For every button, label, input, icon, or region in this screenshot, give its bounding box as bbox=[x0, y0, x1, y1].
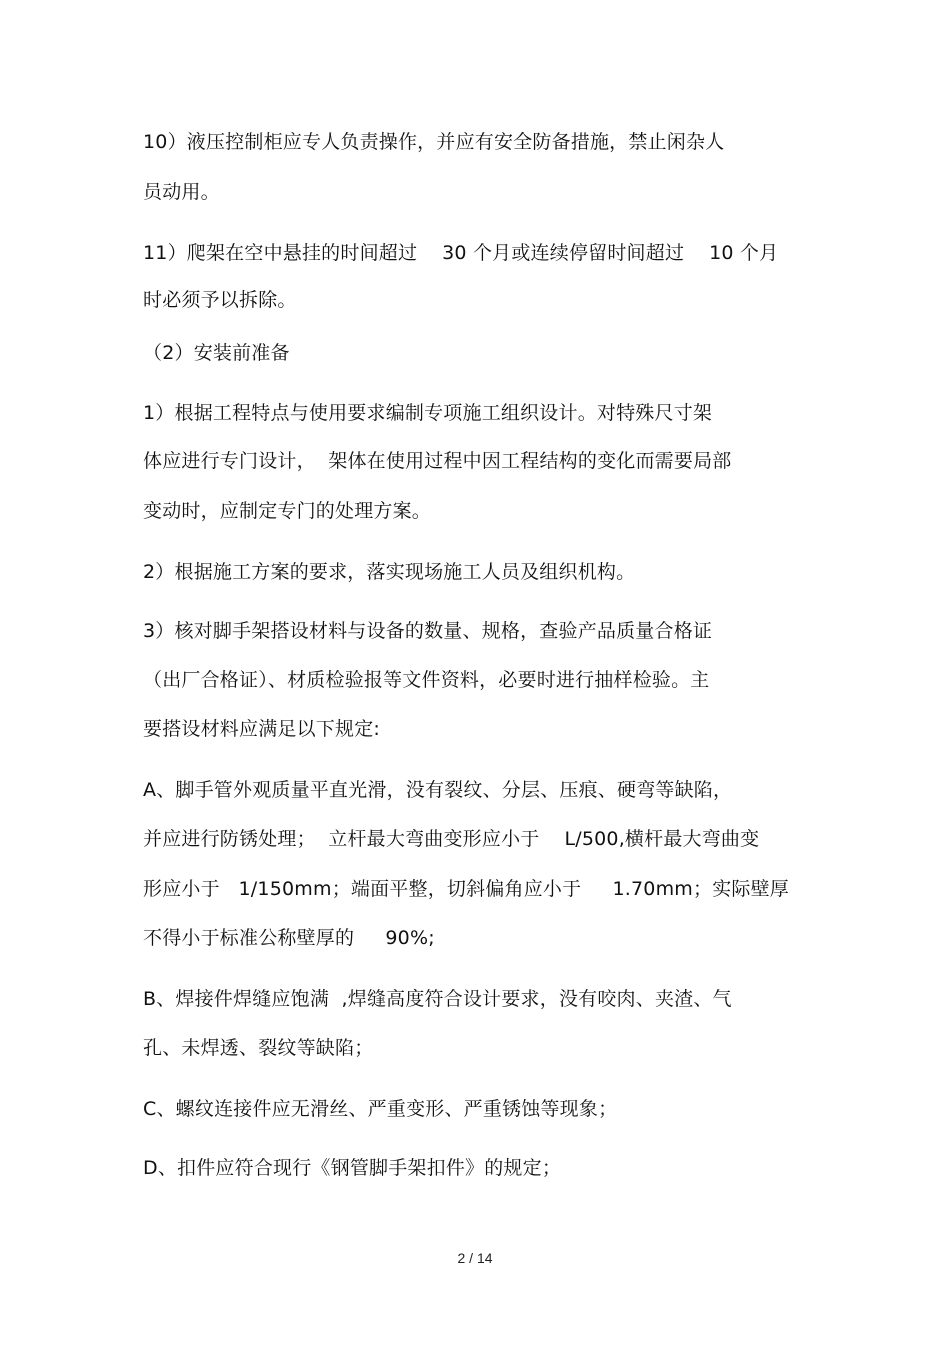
text-line: 并应进行防锈处理； 立杆最大弯曲变形应小于 L/500,横杆最大弯曲变 bbox=[143, 828, 760, 850]
page-number: 2 / 14 bbox=[457, 1250, 493, 1266]
text-line: 不得小于标准公称壁厚的 90%; bbox=[143, 927, 435, 949]
text-line: 孔、未焊透、裂纹等缺陷； bbox=[143, 1037, 374, 1059]
text-line: 3）核对脚手架搭设材料与设备的数量、规格，查验产品质量合格证 bbox=[143, 620, 713, 642]
text-line: 员动用。 bbox=[143, 181, 220, 203]
text-line: A、脚手管外观质量平直光滑，没有裂纹、分层、压痕、硬弯等缺陷， bbox=[143, 779, 733, 801]
text-line: B、焊接件焊缝应饱满 ,焊缝高度符合设计要求，没有咬肉、夹渣、气 bbox=[143, 988, 732, 1010]
text-line: 变动时，应制定专门的处理方案。 bbox=[143, 500, 432, 522]
text-line: D、扣件应符合现行《钢管脚手架扣件》的规定； bbox=[143, 1157, 562, 1179]
text-line: C、螺纹连接件应无滑丝、严重变形、严重锈蚀等现象； bbox=[143, 1098, 618, 1120]
text-line: 体应进行专门设计， 架体在使用过程中因工程结构的变化而需要局部 bbox=[143, 450, 732, 472]
text-line: （出厂合格证）、材质检验报等文件资料，必要时进行抽样检验。主 bbox=[143, 669, 710, 691]
text-line: 2）根据施工方案的要求，落实现场施工人员及组织机构。 bbox=[143, 561, 636, 583]
text-line: 时必须予以拆除。 bbox=[143, 289, 297, 311]
text-line: 11）爬架在空中悬挂的时间超过 30 个月或连续停留时间超过 10 个月 bbox=[143, 242, 779, 264]
text-line: 要搭设材料应满足以下规定: bbox=[143, 718, 381, 740]
text-line: 1）根据工程特点与使用要求编制专项施工组织设计。对特殊尺寸架 bbox=[143, 402, 713, 424]
section-heading: （2）安装前准备 bbox=[143, 342, 290, 364]
text-line: 10）液压控制柜应专人负责操作，并应有安全防备措施，禁止闲杂人 bbox=[143, 131, 725, 153]
text-line: 形应小于 1/150mm；端面平整，切斜偏角应小于 1.70mm；实际壁厚 bbox=[143, 878, 790, 900]
